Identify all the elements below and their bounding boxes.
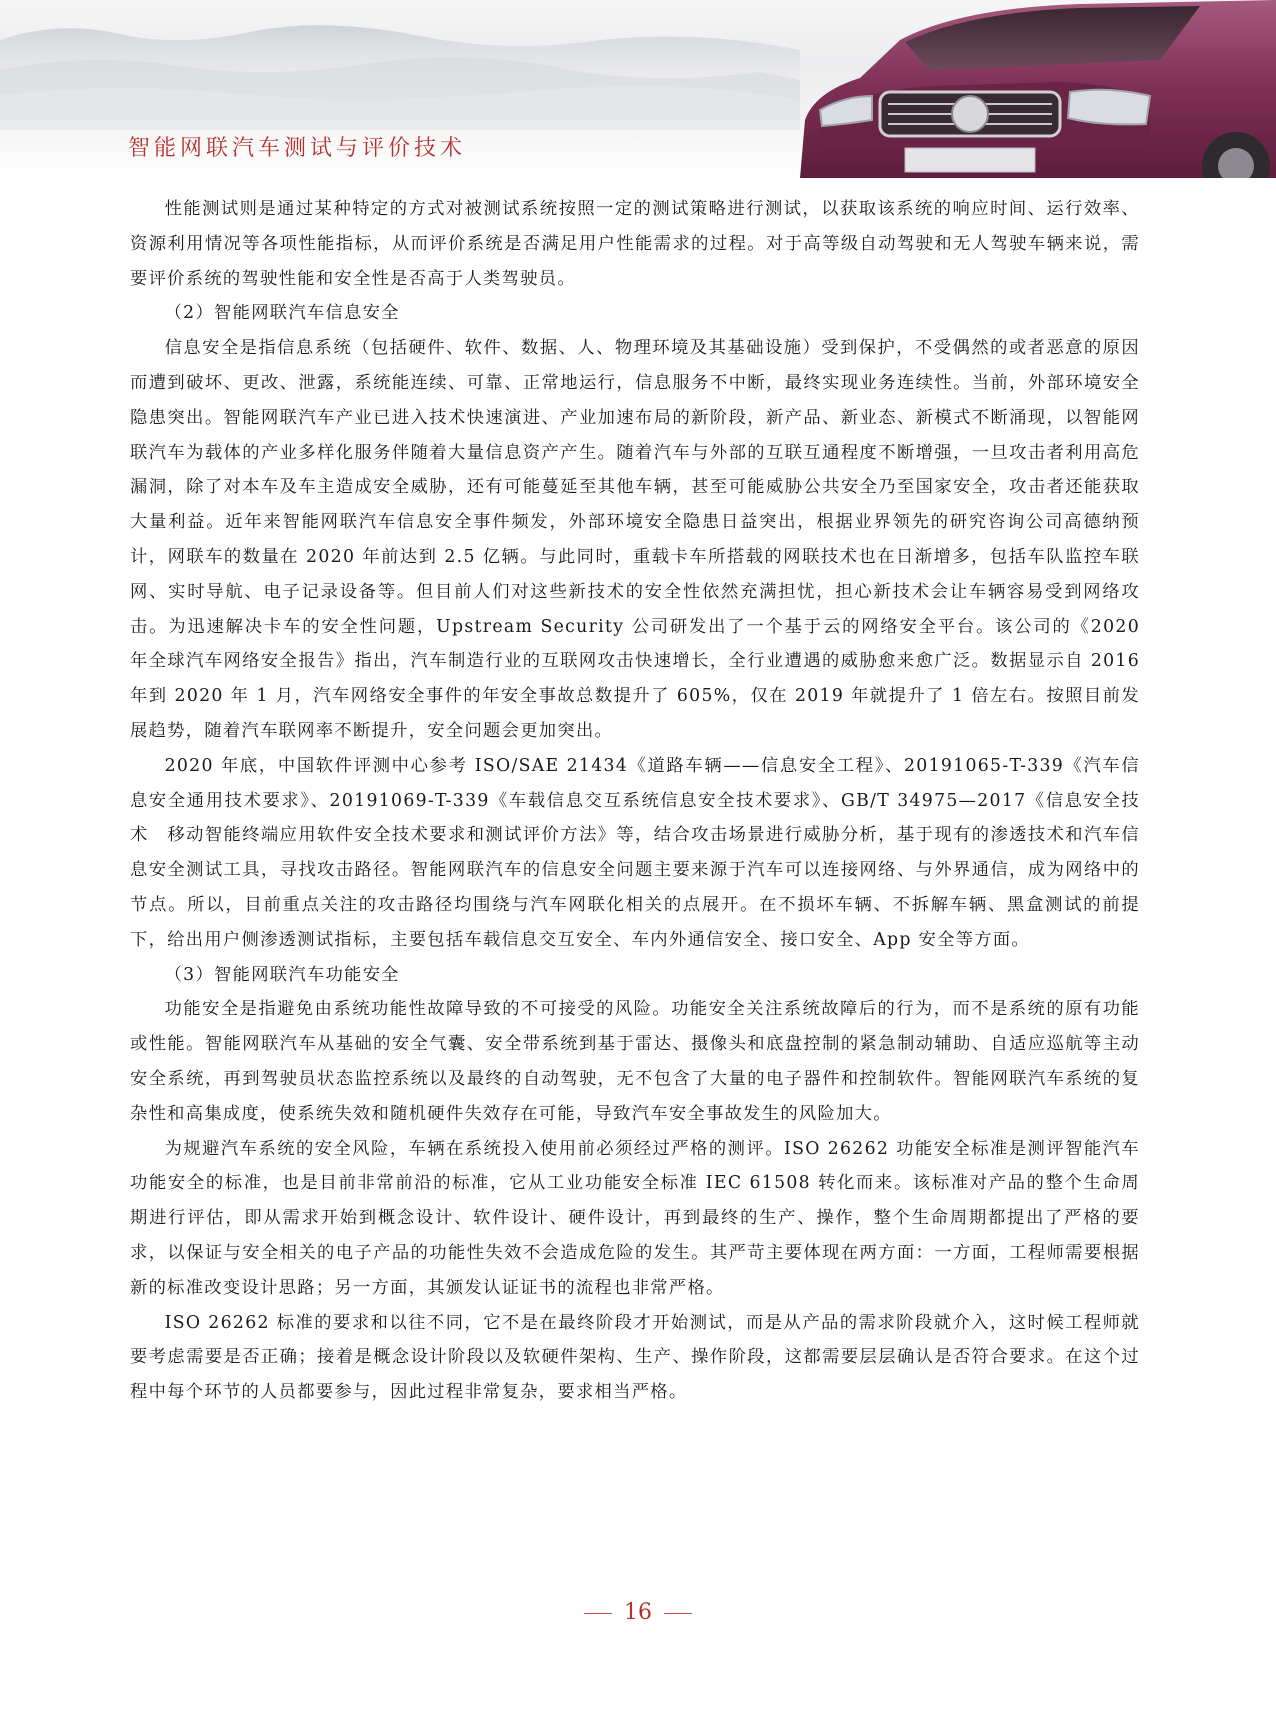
paragraph-information-security: 信息安全是指信息系统（包括硬件、软件、数据、人、物理环境及其基础设施）受到保护，不受偶然的或者恶意的原因而遭到破坏、更改、泄露，系统能连续、可靠、正常地运行，信息服务不中断，最终实现业务连续性。当前，外部环境安全隐患突出。智能网联汽车产业已进入技术快速演进、产业加速布局的新阶段，新产品、新业态、新模式不断涌现，以智能网联汽车为载体的产业多样化服务伴随着大量信息资产产生。随着汽车与外部的互联互通程度不断增强，一旦攻击者利用高危漏洞，除了对本车及车主造成安全威胁，还有可能蔓延至其他车辆，甚至可能威胁公共安全乃至国家安全，攻击者还能获取大量利益。近年来智能网联汽车信息安全事件频发，外部环境安全隐患日益突出，根据业界领先的研究咨询公司高德纳预计，网联车的数量在 2020 年前达到 2.5 亿辆。与此同时，重载卡车所搭载的网联技术也在日渐增多，包括车队监控车联网、实时导航、电子记录设备等。但目前人们对这些新技术的安全性依然充满担忧，担心新技术会让车辆容易受到网络攻击。为迅速解决卡车的安全性问题，Upstream Security 公司研发出了一个基于云的网络安全平台。该公司的《2020 年全球汽车网络安全报告》指出，汽车制造行业的互联网攻击快速增长，全行业遭遇的威胁愈来愈广泛。数据显示自 2016 年到 2020 年 1 月，汽车网络安全事件的年安全事故总数提升了 605%，仅在 2019 年就提升了 1 倍左右。按照目前发展趋势，随着汽车联网率不断提升，安全问题会更加突出。 [130,338,1140,741]
paragraph-iso26262-standard: 为规避汽车系统的安全风险，车辆在系统投入使用前必须经过严格的测评。ISO 26262 功能安全标准是测评智能汽车功能安全的标准，也是目前非常前沿的标准，它从工业功能安全标准 IEC 61508 转化而来。该标准对产品的整个生命周期进行评估，即从需求开始到概念设计、软件设计、硬件设计，再到最终的生产、操作，整个生命周期都提出了严格的要求，以保证与安全相关的电子产品的功能性失效不会造成危险的发生。其严苛主要体现在两方面：一方面，工程师需要根据新的标准改变设计思路；另一方面，其颁发认证证书的流程也非常严格。 [130,1138,1140,1298]
paragraph-performance-testing: 性能测试则是通过某种特定的方式对被测试系统按照一定的测试策略进行测试，以获取该系统的响应时间、运行效率、资源利用情况等各项性能指标，从而评价系统是否满足用户性能需求的过程。对于高等级自动驾驶和无人驾驶车辆来说，需要评价系统的驾驶性能和安全性是否高于人类驾驶员。 [130,199,1140,289]
section-heading-information-security: （2）智能网联汽车信息安全 [164,303,400,324]
header-title: 智能网联汽车测试与评价技术 [128,136,467,161]
footer-dash-right [664,1613,692,1614]
footer-dash-left [584,1613,612,1614]
paragraph-iso26262-requirements: ISO 26262 标准的要求和以往不同，它不是在最终阶段才开始测试，而是从产品的需求阶段就介入，这时候工程师就要考虑需要是否正确；接着是概念设计阶段以及软硬件架构、生产、操作阶段，这都需要层层确认是否符合要求。在这个过程中每个环节的人员都要参与，因此过程非常复杂，要求相当严格。 [130,1312,1140,1403]
page-number-footer [0,1600,1276,1625]
paragraph-functional-safety: 功能安全是指避免由系统功能性故障导致的不可接受的风险。功能安全关注系统故障后的行为，而不是系统的原有功能或性能。智能网联汽车从基础的安全气囊、安全带系统到基于雷达、摄像头和底盘控制的紧急制动辅助、自适应巡航等主动安全系统，再到驾驶员状态监控系统以及最终的自动驾驶，无不包含了大量的电子器件和控制软件。智能网联汽车系统的复杂性和高集成度，使系统失效和随机硬件失效存在可能，导致汽车安全事故发生的风险加大。 [130,999,1140,1124]
page-header [0,0,1276,178]
page-number: 16 [624,1600,652,1625]
section-heading-functional-safety: （3）智能网联汽车功能安全 [164,964,400,985]
paragraph-security-testing-2020: 2020 年底，中国软件评测中心参考 ISO/SAE 21434《道路车辆——信息安全工程》、20191065-T-339《汽车信息安全通用技术要求》、20191069-T-339《车载信息交互系统信息安全技术要求》、GB/T 34975—2017《信息安全技术 移动智能终端应用软件安全技术要求和测试评价方法》等，结合攻击场景进行威胁分析，基于现有的渗透技术和汽车信息安全测试工具，寻找攻击路径。智能网联汽车的信息安全问题主要来源于汽车可以连接网络、与外界通信，成为网络中的节点。所以，目前重点关注的攻击路径均围绕与汽车网联化相关的点展开。在不损坏车辆、不拆解车辆、黑盒测试的前提下，给出用户侧渗透测试指标，主要包括车载信息交互安全、车内外通信安全、接口安全、App 安全等方面。 [130,755,1140,950]
main-content [130,192,1140,1410]
car-illustration [800,0,1276,178]
